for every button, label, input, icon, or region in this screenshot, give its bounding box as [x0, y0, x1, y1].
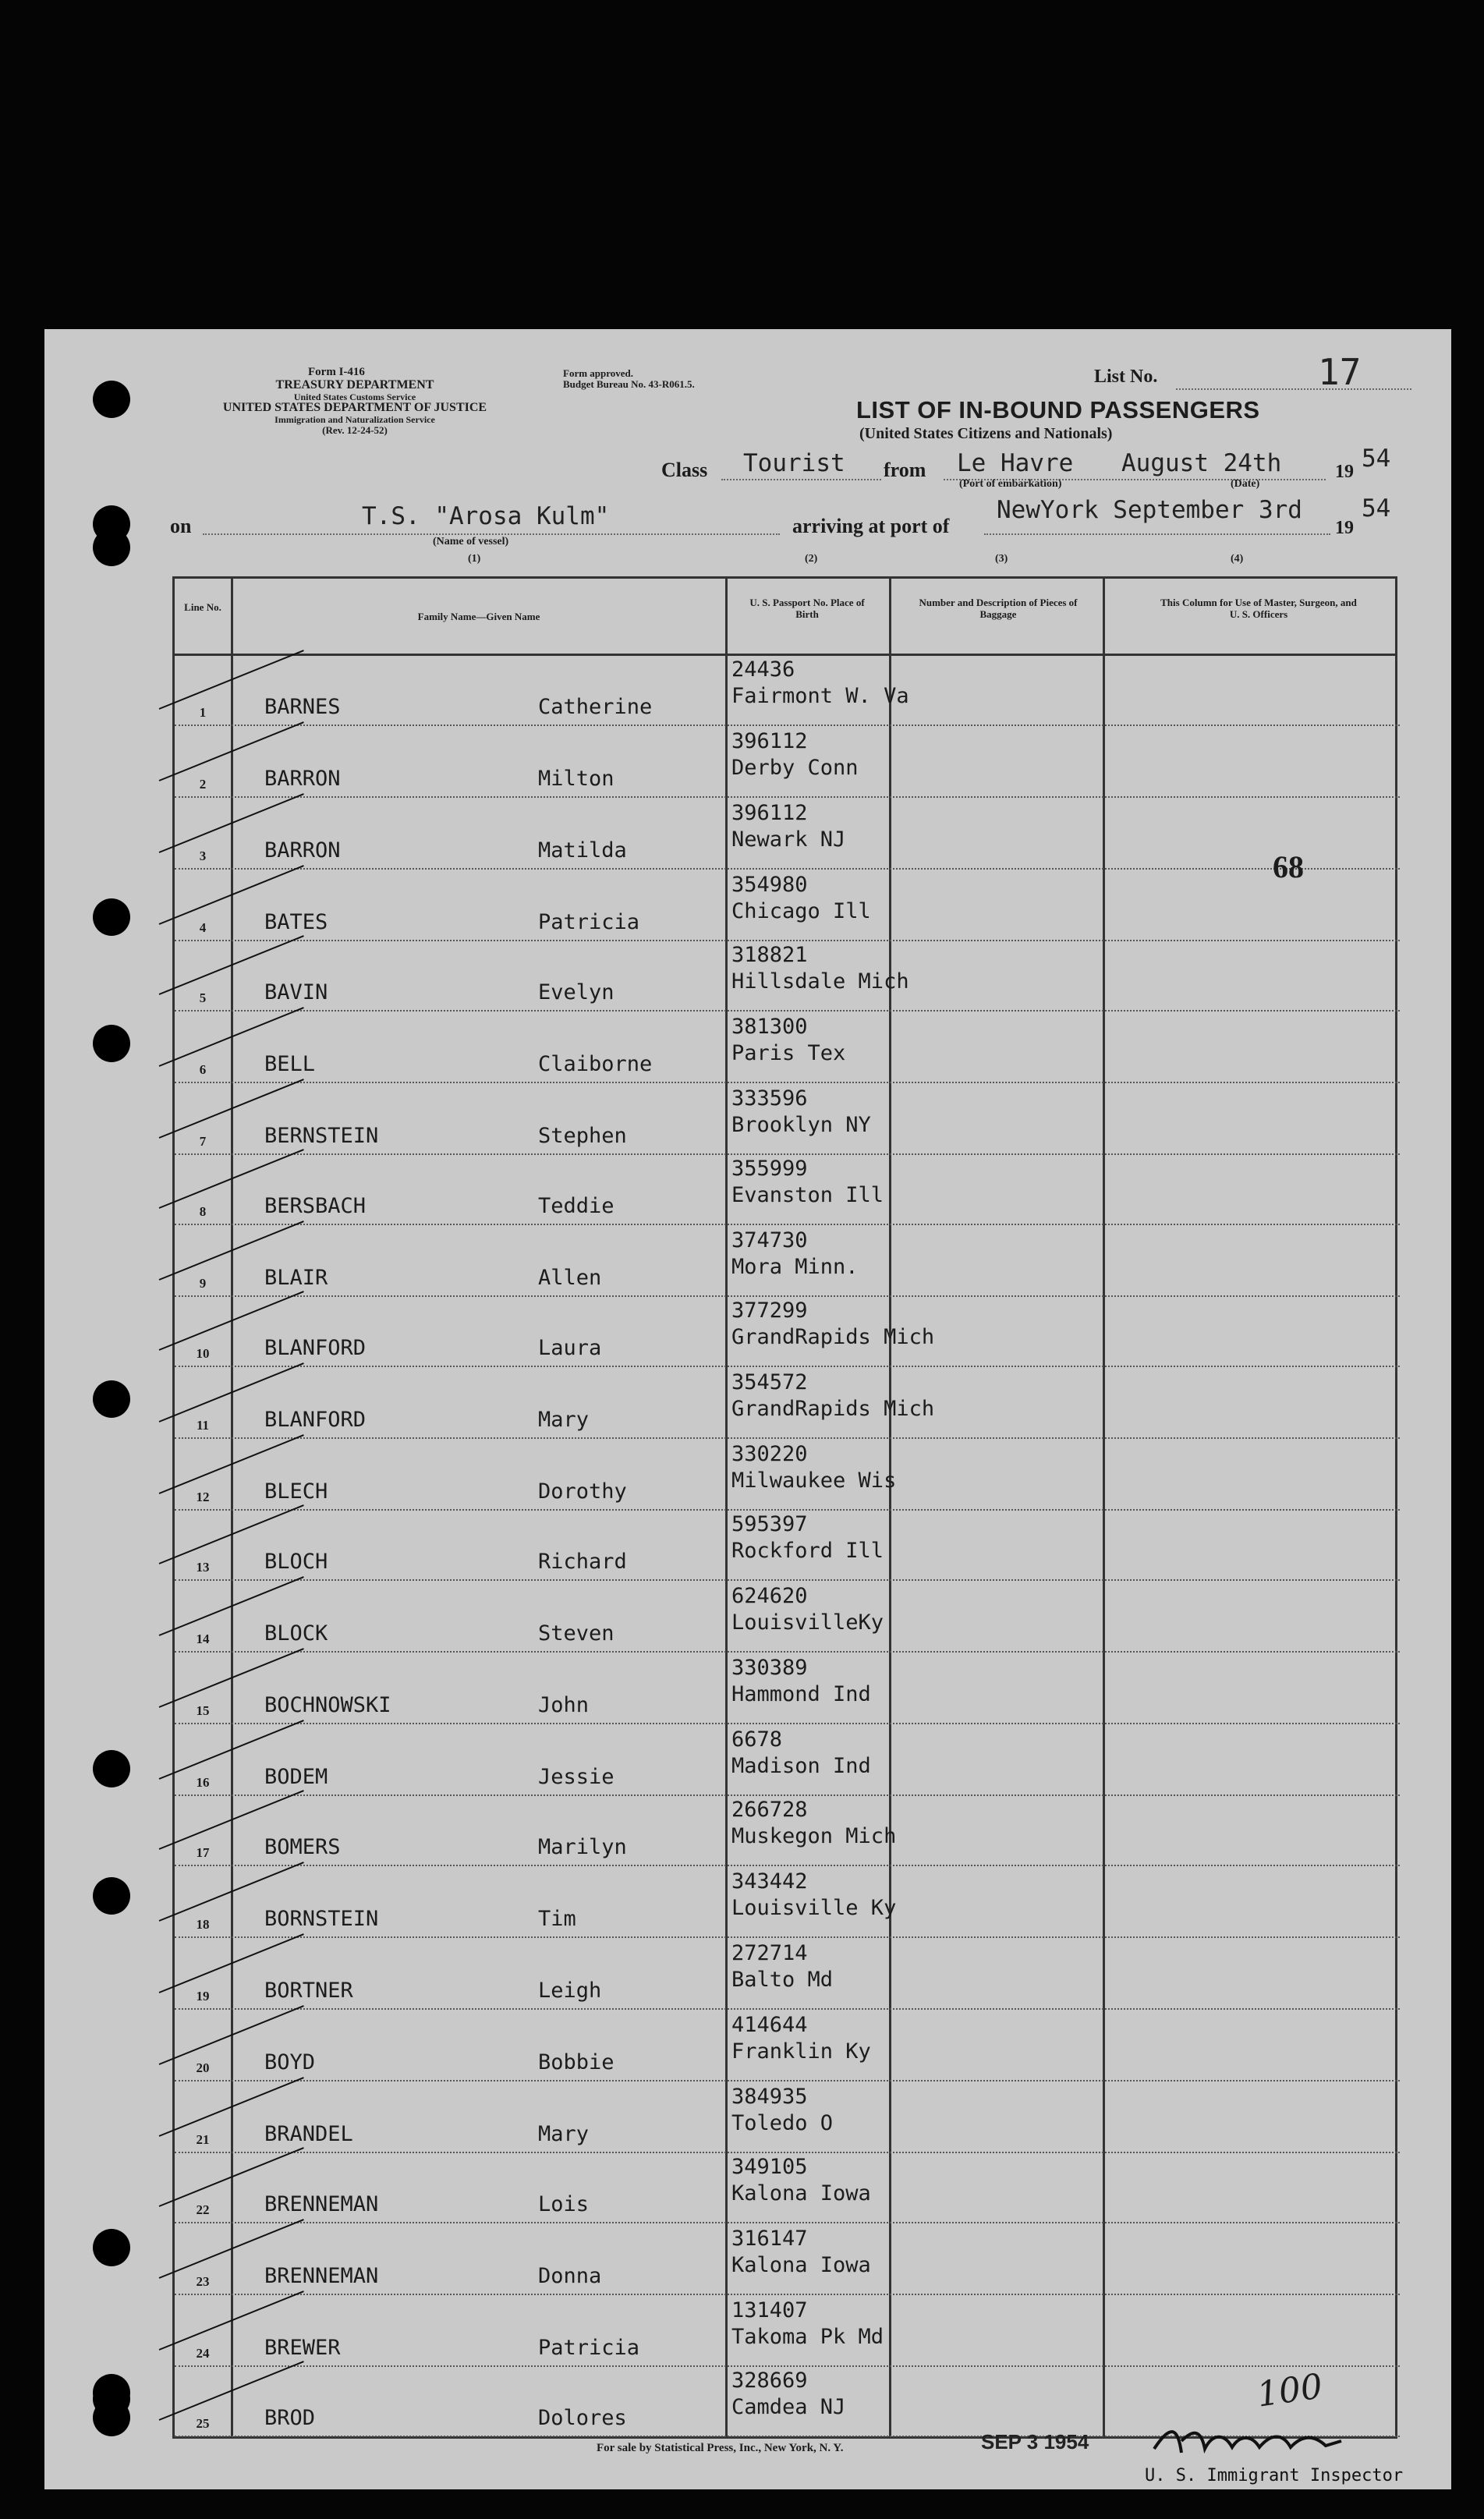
passport-cell: [731, 657, 909, 710]
line-number: 1: [199, 705, 207, 720]
port-embarkation: Le Havre: [957, 449, 1074, 477]
passport-cell: [731, 1156, 884, 1209]
place-of-birth: Rockford Ill: [731, 1538, 884, 1563]
table-row: [175, 1011, 1400, 1082]
table-row: [175, 1652, 1400, 1724]
table-row: [175, 2151, 1400, 2223]
arrival-port-date: NewYork September 3rd: [997, 496, 1302, 524]
table-row: [175, 725, 1400, 797]
punch-hole: [93, 529, 130, 566]
on-label: on: [170, 515, 192, 537]
form-approved: Form approved.: [563, 367, 634, 379]
col-num-1: (1): [468, 553, 481, 565]
passport-cell: [731, 872, 871, 925]
place-of-birth: Milwaukee Wis: [731, 1468, 897, 1493]
family-name: BARRON: [264, 767, 341, 791]
family-name: BAVIN: [264, 980, 328, 1004]
place-of-birth: Louisville Ky: [731, 1895, 897, 1920]
punch-hole: [93, 1750, 130, 1787]
place-of-birth: Franklin Ky: [731, 2039, 871, 2064]
place-of-birth: GrandRapids Mich: [731, 1396, 935, 1421]
line-number: 2: [199, 777, 207, 792]
given-name: Patricia: [538, 2336, 640, 2360]
line-number: 20: [196, 2060, 210, 2075]
place-of-birth: Derby Conn: [731, 755, 859, 780]
justice-dept: UNITED STATES DEPARTMENT OF JUSTICE: [222, 401, 487, 415]
passport-number: 318821: [731, 943, 808, 967]
printer-note: For sale by Statistical Press, Inc., New York, N. Y.: [597, 2442, 844, 2454]
arrival-year-prefix: 19: [1335, 518, 1354, 538]
passport-number: 354980: [731, 873, 808, 897]
class-value: Tourist: [743, 449, 845, 477]
place-of-birth: Chicago Ill: [731, 898, 871, 923]
table-row: [175, 2009, 1400, 2081]
punch-hole: [93, 1025, 130, 1062]
given-name: Bobbie: [538, 2050, 614, 2074]
form-agency-block: [175, 367, 534, 435]
punch-hole: [93, 381, 130, 418]
ins-service: Immigration and Naturalization Service: [274, 413, 435, 425]
given-name: Dolores: [538, 2406, 627, 2430]
passport-cell: [731, 1086, 871, 1139]
table-row: [175, 1153, 1400, 1224]
line-number: 14: [196, 1632, 210, 1646]
line-number: 21: [196, 2132, 210, 2147]
place-of-birth: LouisvilleKy: [731, 1610, 884, 1635]
col-officers: This Column for Use of Master, Surgeon, and U. S. Officers: [1160, 597, 1357, 620]
passport-number: 354572: [731, 1370, 808, 1394]
line-number: 16: [196, 1775, 210, 1790]
line-number: 18: [196, 1917, 210, 1932]
line-number: 7: [199, 1134, 207, 1149]
family-name: BATES: [264, 910, 328, 934]
family-name: BLAIR: [264, 1266, 328, 1290]
passport-number: 343442: [731, 1869, 808, 1894]
line-number: 17: [196, 1845, 210, 1860]
passport-number: 396112: [731, 729, 808, 753]
given-name: Allen: [538, 1266, 602, 1290]
passport-number: 396112: [731, 801, 808, 825]
family-name: BARNES: [264, 695, 341, 719]
passport-number: 349105: [731, 2155, 808, 2179]
table-row: [175, 1224, 1400, 1296]
given-name: Marilyn: [538, 1835, 627, 1859]
page-subtitle: (United States Citizens and Nationals): [859, 425, 1113, 442]
form-number: Form I-416: [308, 366, 365, 378]
given-name: Lois: [538, 2192, 590, 2216]
given-name: Matilda: [538, 838, 627, 863]
place-of-birth: Kalona Iowa: [731, 2181, 871, 2205]
passport-cell: [731, 1583, 884, 1636]
place-of-birth: Hammond Ind: [731, 1681, 871, 1706]
col-line-no: Line No.: [184, 601, 221, 613]
embark-date: August 24th: [1121, 449, 1282, 477]
passport-number: 333596: [731, 1086, 808, 1111]
family-name: BREWER: [264, 2336, 341, 2360]
passport-cell: [731, 1655, 871, 1708]
col-num-4: (4): [1231, 553, 1244, 565]
form-revision: (Rev. 12-24-52): [322, 423, 388, 436]
col-num-3: (3): [995, 553, 1008, 565]
passport-cell: [731, 2368, 845, 2421]
col-num-2: (2): [805, 553, 818, 565]
place-of-birth: Newark NJ: [731, 827, 846, 852]
class-label: Class: [661, 459, 708, 481]
given-name: Catherine: [538, 695, 653, 719]
passport-number: 131407: [731, 2298, 808, 2322]
place-of-birth: Brooklyn NY: [731, 1112, 871, 1137]
table-row: [175, 1366, 1400, 1438]
place-of-birth: Balto Md: [731, 1967, 834, 1992]
punch-hole: [93, 898, 130, 936]
line-number: 24: [196, 2346, 210, 2361]
table-row: [175, 2081, 1400, 2152]
family-name: BOYD: [264, 2050, 316, 2074]
table-row: [175, 1724, 1400, 1795]
place-of-birth: GrandRapids Mich: [731, 1324, 935, 1349]
family-name: BLOCK: [264, 1621, 328, 1646]
family-name: BORNSTEIN: [264, 1907, 379, 1931]
line-number: 12: [196, 1490, 210, 1504]
place-of-birth: Madison Ind: [731, 1753, 871, 1778]
place-of-birth: Hillsdale Mich: [731, 969, 909, 994]
page-title: LIST OF IN-BOUND PASSENGERS: [856, 396, 1260, 423]
table-row: [175, 869, 1400, 941]
family-name: BLANFORD: [264, 1336, 367, 1360]
table-row: [175, 1082, 1400, 1154]
given-name: Tim: [538, 1907, 576, 1931]
given-name: Dorothy: [538, 1479, 627, 1504]
given-name: Mary: [538, 1408, 590, 1432]
passport-cell: [731, 728, 859, 781]
table-row: [175, 1794, 1400, 1865]
passenger-table: [172, 576, 1397, 2439]
family-name: BORTNER: [264, 1979, 353, 2003]
passport-number: 374730: [731, 1228, 808, 1252]
place-of-birth: Muskegon Mich: [731, 1823, 897, 1848]
passport-cell: [731, 1727, 871, 1780]
arriving-label: arriving at port of: [792, 515, 950, 537]
passport-cell: [731, 2012, 871, 2065]
handwritten-count: 100: [1254, 2366, 1326, 2415]
passport-cell: [731, 1369, 934, 1422]
punch-hole: [93, 1877, 130, 1915]
vessel-name: T.S. "Arosa Kulm": [362, 502, 610, 530]
table-row: [175, 1937, 1400, 2009]
table-row: [175, 1580, 1400, 1652]
punch-hole: [93, 2380, 130, 2418]
family-name: BODEM: [264, 1765, 328, 1789]
list-number: 17: [1318, 351, 1362, 393]
passport-number: 377299: [731, 1298, 808, 1323]
place-of-birth: Camdea NJ: [731, 2394, 846, 2419]
family-name: BERSBACH: [264, 1194, 367, 1218]
col-name: Family Name—Given Name: [417, 611, 540, 622]
passport-number: 272714: [731, 1941, 808, 1965]
passport-cell: [731, 1869, 896, 1922]
passport-number: 355999: [731, 1157, 808, 1181]
date-caption: (Date): [1231, 478, 1260, 490]
passport-cell: [731, 2226, 871, 2279]
line-number: 25: [196, 2416, 210, 2431]
from-label: from: [884, 459, 926, 481]
place-of-birth: Takoma Pk Md: [731, 2324, 884, 2349]
family-name: BRANDEL: [264, 2122, 353, 2146]
family-name: BRENNEMAN: [264, 2192, 379, 2216]
passport-number: 414644: [731, 2013, 808, 2037]
given-name: Donna: [538, 2264, 602, 2288]
table-row: [175, 939, 1400, 1011]
line-number: 9: [199, 1276, 207, 1291]
given-name: Steven: [538, 1621, 614, 1646]
given-name: Patricia: [538, 910, 640, 934]
passport-number: 6678: [731, 1727, 783, 1752]
table-row: [175, 654, 1400, 725]
passport-number: 381300: [731, 1015, 808, 1039]
passport-cell: [731, 1940, 833, 1993]
line-number: 4: [199, 920, 207, 935]
place-of-birth: Fairmont W. Va: [731, 683, 909, 708]
inspector-title: U. S. Immigrant Inspector: [1145, 2466, 1404, 2485]
passport-cell: [731, 2084, 833, 2137]
col-baggage: Number and Description of Pieces of Baggage: [919, 597, 1078, 620]
budget-bureau: Budget Bureau No. 43-R061.5.: [563, 377, 695, 390]
place-of-birth: Toledo O: [731, 2110, 834, 2135]
passport-number: 328669: [731, 2368, 808, 2393]
given-name: Claiborne: [538, 1052, 653, 1076]
line-number: 22: [196, 2202, 210, 2217]
punch-hole: [93, 2229, 130, 2266]
passport-number: 595397: [731, 1512, 808, 1536]
vessel-caption: (Name of vessel): [433, 536, 509, 547]
given-name: Teddie: [538, 1194, 614, 1218]
table-row: [175, 1438, 1400, 1510]
stamp-date: SEP 3 1954: [981, 2430, 1089, 2453]
family-name: BRENNEMAN: [264, 2264, 379, 2288]
passport-cell: [731, 1441, 896, 1494]
family-name: BELL: [264, 1052, 316, 1076]
passport-cell: [731, 1014, 845, 1067]
line-number: 10: [196, 1346, 210, 1361]
form-approval: [563, 368, 695, 389]
passport-number: 266728: [731, 1798, 808, 1822]
given-name: Richard: [538, 1550, 627, 1574]
family-name: BARRON: [264, 838, 341, 863]
family-name: BROD: [264, 2406, 316, 2430]
family-name: BLANFORD: [264, 1408, 367, 1432]
line-number: 3: [199, 849, 207, 863]
treasury-dept: TREASURY DEPARTMENT: [275, 377, 434, 391]
passport-number: 316147: [731, 2227, 808, 2251]
passport-cell: [731, 1298, 934, 1351]
passport-number: 384935: [731, 2085, 808, 2109]
place-of-birth: Mora Minn.: [731, 1254, 859, 1279]
passport-cell: [731, 1511, 884, 1564]
passport-cell: [731, 800, 845, 853]
passport-number: 330220: [731, 1442, 808, 1466]
punch-hole: [93, 1380, 130, 1418]
customs-service: United States Customs Service: [293, 391, 416, 402]
place-of-birth: Kalona Iowa: [731, 2252, 871, 2277]
line-number: 6: [199, 1062, 207, 1077]
family-name: BOMERS: [264, 1835, 341, 1859]
given-name: Leigh: [538, 1979, 602, 2003]
year-prefix: 19: [1335, 462, 1354, 482]
family-name: BLOCH: [264, 1550, 328, 1574]
given-name: Mary: [538, 2122, 590, 2146]
family-name: BOCHNOWSKI: [264, 1693, 391, 1717]
table-row: [175, 1508, 1400, 1580]
line-number: 5: [199, 990, 207, 1005]
family-name: BLECH: [264, 1479, 328, 1504]
col-passport: U. S. Passport No. Place of Birth: [749, 597, 865, 620]
table-row: [175, 797, 1400, 869]
given-name: Stephen: [538, 1124, 627, 1148]
given-name: John: [538, 1693, 590, 1717]
table-row: [175, 1865, 1400, 1937]
line-number: 15: [196, 1703, 210, 1718]
place-of-birth: Evanston Ill: [731, 1182, 884, 1207]
passport-cell: [731, 1797, 896, 1850]
line-number: 19: [196, 1989, 210, 2004]
inspector-signature: [1146, 2418, 1349, 2464]
arrival-year-suffix: 54: [1362, 494, 1391, 523]
line-number: 11: [196, 1418, 210, 1433]
line-number: 13: [196, 1560, 210, 1575]
passport-cell: [731, 2154, 871, 2207]
officer-annotation: 68: [1273, 849, 1304, 884]
table-row: [175, 2223, 1400, 2294]
passport-cell: [731, 2298, 884, 2351]
port-caption: (Port of embarkation): [959, 478, 1062, 490]
passport-number: 330389: [731, 1656, 808, 1680]
year-suffix: 54: [1362, 445, 1391, 473]
line-number: 23: [196, 2274, 210, 2289]
family-name: BERNSTEIN: [264, 1124, 379, 1148]
line-number: 8: [199, 1204, 207, 1219]
passport-number: 624620: [731, 1584, 808, 1608]
place-of-birth: Paris Tex: [731, 1040, 846, 1065]
given-name: Laura: [538, 1336, 602, 1360]
passport-cell: [731, 1228, 859, 1281]
table-row: [175, 2294, 1400, 2366]
given-name: Milton: [538, 767, 614, 791]
table-row: [175, 1295, 1400, 1366]
list-no-label: List No.: [1094, 367, 1158, 387]
passport-number: 24436: [731, 657, 795, 682]
given-name: Jessie: [538, 1765, 614, 1789]
given-name: Evelyn: [538, 980, 614, 1004]
passport-cell: [731, 942, 909, 995]
